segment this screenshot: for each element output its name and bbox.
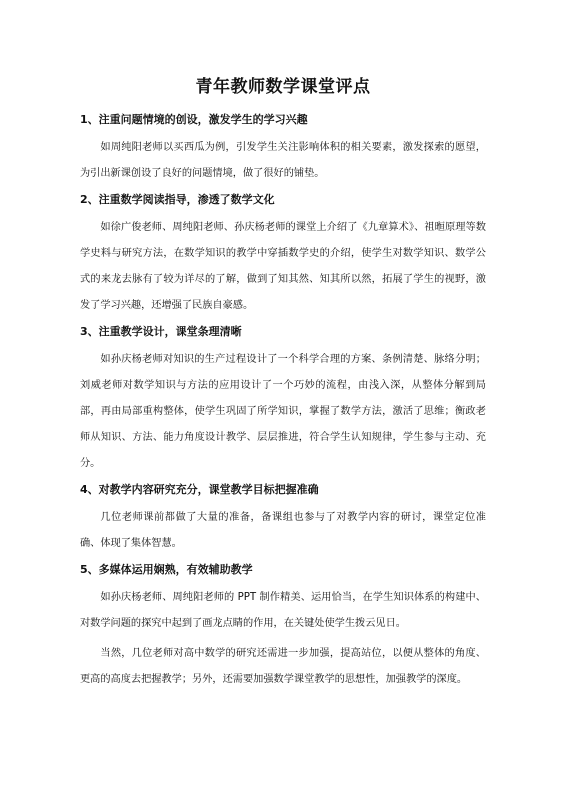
section-4 — [80, 481, 486, 557]
section-2 — [80, 191, 486, 319]
section-heading: 3、注重教学设计，课堂条理清晰 — [80, 325, 242, 338]
section-3 — [80, 323, 486, 477]
section-1 — [80, 111, 486, 187]
section-heading: 5、多媒体运用娴熟，有效辅助教学 — [80, 563, 253, 576]
section-heading: 4、对教学内容研究充分，课堂教学目标把握准确 — [80, 483, 319, 496]
paragraph: 如孙庆杨老师、周纯阳老师的 PPT 制作精美、运用恰当，在学生知识体系的构建中、对数学问题的探究中起到了画龙点睛的作用，在关键处使学生拨云见日。 — [80, 592, 486, 629]
paragraph: 如孙庆杨老师对知识的生产过程设计了一个科学合理的方案、条例清楚、脉络分明；刘威老师对数学知识与方法的应用设计了一个巧妙的流程，由浅入深，从整体分解到局部，再由局部重构整体，使学生巩固了所学知识，掌握了数学方法，激活了思维；衡政老师从知识、方法、能力角度设计教学、层层推进，符合学生认知规律，学生参与主动、充分。 — [80, 354, 486, 469]
section-heading: 1、注重问题情境的创设，激发学生的学习兴趣 — [80, 113, 308, 126]
section-heading: 2、注重数学阅读指导，渗透了数学文化 — [80, 193, 275, 206]
paragraph: 几位老师课前都做了大量的准备，备课组也参与了对教学内容的研讨，课堂定位准确、体现了集体智慧。 — [80, 512, 486, 549]
section-5 — [80, 561, 486, 693]
paragraph: 当然，几位老师对高中数学的研究还需进一步加强，提高站位，以便从整体的角度、更高的高度去把握教学；另外，还需要加强数学课堂教学的思想性，加强教学的深度。 — [80, 648, 486, 685]
document-title: 青年教师数学课堂评点 — [195, 77, 371, 97]
paragraph: 如徐广俊老师、周纯阳老师、孙庆杨老师的课堂上介绍了《九章算术》、祖暅原理等数学史料与研究方法，在数学知识的教学中穿插数学史的介绍，使学生对数学知识、数学公式的来龙去脉有了较为详尽的了解，做到了知其然、知其所以然，拓展了学生的视野，激发了学习兴趣，还增强了民族自豪感。 — [80, 222, 486, 311]
paragraph: 如周纯阳老师以买西瓜为例，引发学生关注影响体积的相关要素，激发探索的愿望，为引出新课创设了良好的问题情境，做了很好的铺垫。 — [80, 142, 486, 179]
